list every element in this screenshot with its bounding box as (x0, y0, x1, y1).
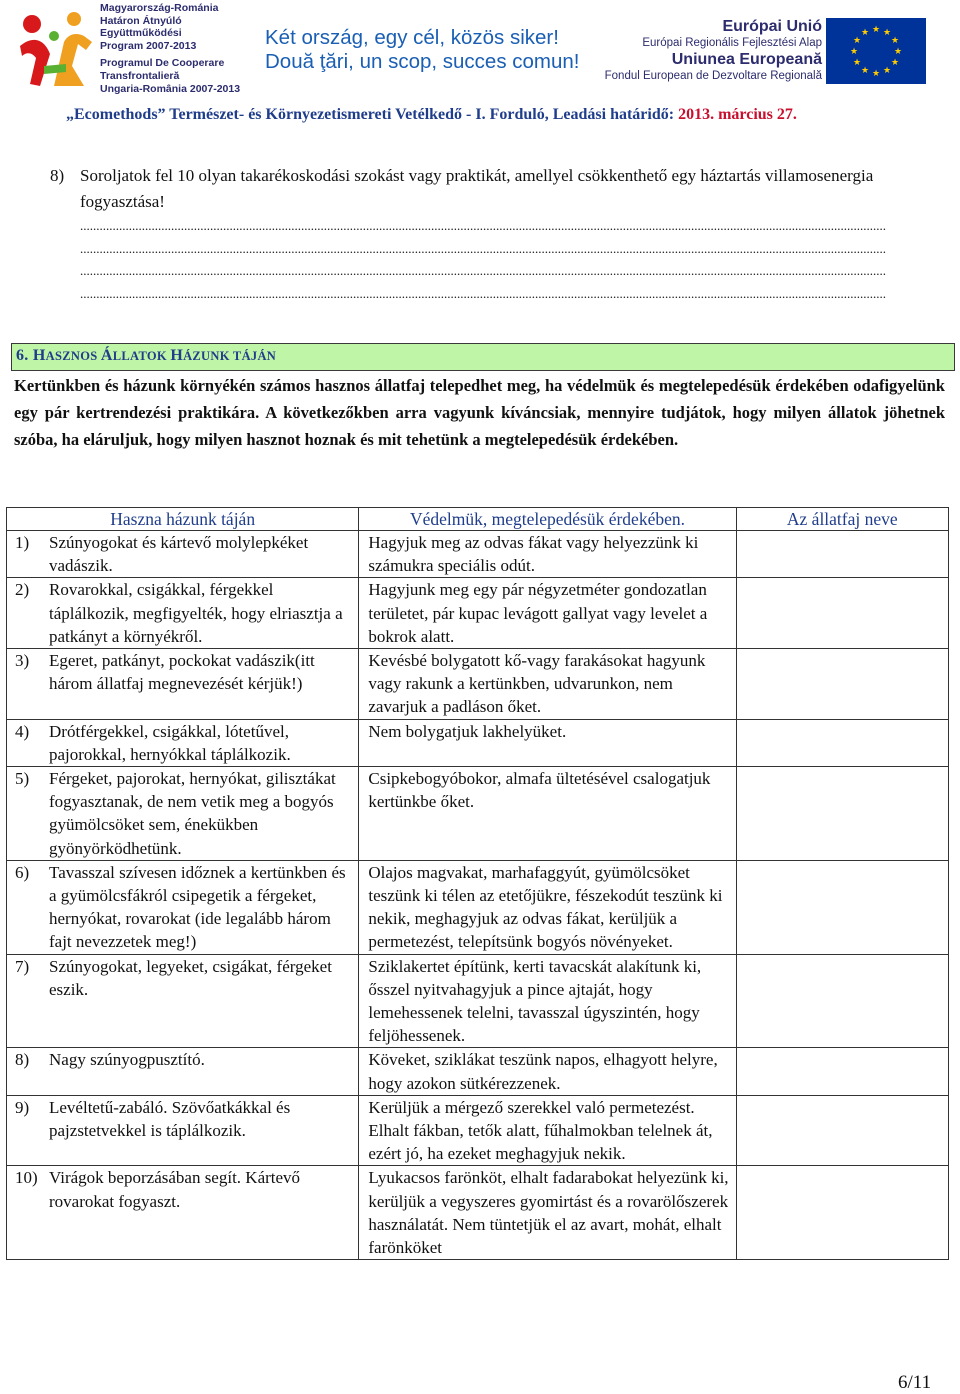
column-header-species: Az állatfaj neve (736, 508, 948, 531)
table-row (7, 1048, 949, 1095)
row-number: 5) (15, 769, 30, 789)
svg-text:★: ★ (871, 25, 881, 35)
protection-cell (359, 1048, 736, 1095)
svg-text:★: ★ (860, 28, 870, 38)
benefit-cell (7, 860, 359, 954)
svg-text:★: ★ (860, 66, 870, 76)
protection-cell (359, 954, 736, 1048)
table-row (7, 719, 949, 766)
title-part: ASZNOS (45, 349, 101, 363)
svg-text:★: ★ (852, 36, 862, 46)
question-8 (50, 163, 945, 305)
eu-title-ro: Uniunea Europeană (671, 51, 822, 68)
title-initial: H (170, 347, 184, 364)
table-row (7, 531, 949, 578)
table-row (7, 767, 949, 861)
svg-text:★: ★ (893, 47, 903, 57)
species-answer-cell[interactable] (736, 578, 948, 649)
section-title (16, 347, 276, 365)
species-answer-cell[interactable] (736, 860, 948, 954)
program-logo-icon (14, 6, 96, 90)
species-answer-cell[interactable] (736, 1166, 948, 1260)
benefit-text: Virágok beporzásában segít. Kártevő rovarokat fogyaszt. (49, 1168, 301, 1211)
benefit-text: Férgeket, pajorokat, hernyókat, gilisztákat fogyasztanak, de nem vetik meg a bogyós gyümölcsöket sem, énekükben gyönyörködhetünk. (49, 769, 336, 858)
animals-table (6, 507, 949, 1260)
protection-text: Köveket, sziklákat teszünk napos, elhagyott helyre, hogy azokon sütkérezzenek. (368, 1050, 718, 1093)
row-number: 7) (15, 956, 30, 976)
protection-text: Csipkebogyóbokor, almafa ültetésével csalogatjuk kertünkbe őket. (368, 769, 711, 812)
protection-text: Kerüljük a mérgező szerekkel való permetezést. Elhalt fákban, tetők alatt, fűhalmokban telelnek át, ezért jó, ha ezeket meghagyjuk nekik. (368, 1097, 713, 1164)
protection-cell (359, 649, 736, 720)
section-intro: Kertünkben és házunk környékén számos hasznos állatfaj telepedhet meg, ha védelmük és megtelepedésük érdekében odafigyelünk egy pár kertrendezési praktikára. A következőkben arra vagyunk kíváncsiak, mennyire tudjátok, hogy milyen állatok jöhetnek szóba, ha eláruljuk, hogy milyen hasznot hoznak és mit tehetünk a megtelepedésük érdekében. (14, 376, 945, 449)
row-number: 8) (15, 1050, 30, 1070)
table-row (7, 954, 949, 1048)
eu-fund-ro: Fondul European de Dezvoltare Regională (604, 70, 822, 82)
benefit-text: Szúnyogokat, legyeket, csigákat, férgeket eszik. (49, 956, 332, 999)
table-row (7, 649, 949, 720)
eu-funding-text (592, 18, 822, 84)
protection-text: Hagyjuk meg az odvas fákat vagy helyezzünk ki számukra speciális odút. (368, 533, 699, 576)
row-number: 4) (15, 721, 30, 741)
row-number: 10) (15, 1168, 38, 1188)
table-row (7, 1095, 949, 1166)
svg-text:★: ★ (890, 58, 900, 68)
table-row (7, 578, 949, 649)
page-number: 6/11 (898, 1372, 932, 1393)
protection-text: Kevésbé bolygatott kő-vagy farakásokat hagyunk vagy rakunk a kertünkben, udvarunkon, nem zavarjuk a padláson őket. (368, 651, 706, 717)
benefit-text: Drótférgekkel, csigákkal, lótetűvel, pajorokkal, hernyókkal táplálkozik. (49, 721, 291, 764)
section-number: 6. (16, 347, 29, 364)
program-line-ro-1: Programul De Cooperare (100, 57, 225, 70)
svg-text:★: ★ (852, 58, 862, 68)
answer-line[interactable]: ........................................................................................................................................................................................................................................................ (80, 263, 886, 278)
species-answer-cell[interactable] (736, 767, 948, 861)
table-header-row (7, 508, 949, 531)
protection-cell (359, 860, 736, 954)
benefit-cell (7, 767, 359, 861)
contest-subtitle (66, 106, 926, 124)
answer-line[interactable]: ........................................................................................................................................................................................................................................................ (80, 240, 886, 256)
benefit-cell (7, 954, 359, 1048)
protection-cell (359, 1095, 736, 1166)
protection-cell (359, 531, 736, 578)
benefit-cell (7, 649, 359, 720)
species-answer-cell[interactable] (736, 531, 948, 578)
benefit-cell (7, 1048, 359, 1095)
column-header-benefit: Haszna házunk táján (7, 508, 359, 531)
species-answer-cell[interactable] (736, 1048, 948, 1095)
program-line-ro-2: Transfrontalieră (100, 69, 180, 82)
title-part: LLATOK (112, 349, 171, 363)
species-answer-cell[interactable] (736, 1095, 948, 1166)
answer-line[interactable]: ........................................................................................................................................................................................................................................................ (80, 218, 886, 233)
question-text: Soroljatok fel 10 olyan takarékoskodási szokást vagy praktikát, amellyel csökkenthető egy háztartás villamosenergia fogyasztása! (80, 166, 874, 211)
svg-text:★: ★ (882, 28, 892, 38)
slogan (265, 26, 580, 74)
row-number: 6) (15, 862, 30, 882)
deadline-date: 2013. március 27. (678, 106, 797, 123)
title-initial: H (32, 347, 46, 364)
row-number: 2) (15, 580, 30, 600)
protection-cell (359, 767, 736, 861)
species-answer-cell[interactable] (736, 649, 948, 720)
slogan-hu: Két ország, egy cél, közös siker! (265, 26, 559, 49)
eu-flag-icon (826, 18, 926, 84)
svg-text:★: ★ (890, 36, 900, 46)
answer-line[interactable]: ........................................................................................................................................................................................................................................................ (80, 285, 886, 301)
benefit-text: Egeret, patkányt, pockokat vadászik(itt három állatfaj megnevezését kérjük!) (49, 651, 315, 694)
benefit-text: Levéltetű-zabáló. Szövőatkákkal és pajzstetvekkel is táplálkozik. (49, 1097, 291, 1141)
benefit-cell (7, 1166, 359, 1260)
title-initial: Á (100, 347, 113, 364)
protection-cell (359, 1166, 736, 1260)
protection-text: Olajos magvakat, marhafaggyút, gyümölcsöket teszünk ki télen az etetőjükre, fészekodút teszünk ki nekik, meghagyjuk az odvas fákat, kerüljük a permetezést, telepítsünk bogyós növényeket. (368, 862, 723, 952)
program-name (100, 2, 260, 95)
eu-fund-hu: Európai Regionális Fejlesztési Alap (642, 37, 822, 49)
benefit-text: Nagy szúnyogpusztító. (49, 1050, 205, 1070)
question-number: 8) (50, 166, 65, 185)
protection-text: Sziklakertet építünk, kerti tavacskát alakítunk ki, ősszel nyitvahagyjuk a pince ajtaját, hogy lemehessenek telelni, tavasszal úgyszintén, hogy feljöhessenek. (368, 956, 702, 1046)
species-answer-cell[interactable] (736, 719, 948, 766)
program-line-ro-3: Ungaria-România 2007-2013 (100, 82, 241, 95)
eu-title-hu: Európai Unió (722, 18, 822, 35)
program-line-hu-3: Program 2007-2013 (100, 39, 197, 52)
benefit-cell (7, 578, 359, 649)
subtitle-main: „Ecomethods” Természet- és Környezetismereti Vetélkedő - I. Forduló, Leadási határidő: (66, 106, 679, 123)
protection-cell (359, 578, 736, 649)
svg-text:★: ★ (871, 69, 881, 79)
page-header (0, 0, 960, 100)
benefit-text: Szúnyogokat és kártevő molylepkéket vadászik. (49, 533, 309, 576)
table-row (7, 860, 949, 954)
protection-cell (359, 719, 736, 766)
protection-text: Nem bolygatjuk lakhelyüket. (368, 721, 567, 741)
benefit-cell (7, 1095, 359, 1166)
row-number: 9) (15, 1097, 30, 1117)
program-line-hu-1: Magyarország-Románia (100, 2, 219, 14)
benefit-text: Rovarokkal, csigákkal, férgekkel táplálkozik, megfigyelték, hogy elriasztja a patkányt a környékről. (49, 580, 343, 646)
program-line-hu-2: Határon Átnyúló Együttműködési (100, 14, 182, 40)
species-answer-cell[interactable] (736, 954, 948, 1048)
svg-text:★: ★ (882, 66, 892, 76)
table-row (7, 1166, 949, 1260)
row-number: 3) (15, 651, 30, 671)
benefit-text: Tavasszal szívesen időznek a kertünkben és a gyümölcsfákról csipegetik a férgeket, hernyókat, rovarokat (ide legalább három fajt nevezzetek meg!) (49, 862, 346, 952)
benefit-cell (7, 719, 359, 766)
benefit-cell (7, 531, 359, 578)
row-number: 1) (15, 533, 30, 552)
title-part: ÁZUNK TÁJÁN (183, 349, 277, 363)
protection-text: Lyukacsos farönköt, elhalt fadarabokat helyezünk ki, kerüljük a vegyszeres gyomirtást és a rovarölőszerek használatát. Nem tüntetjük el az avart, mohát, elhalt farönköket (368, 1168, 729, 1258)
column-header-protection: Védelmük, megtelepedésük érdekében. (359, 508, 736, 531)
protection-text: Hagyjunk meg egy pár négyzetméter gondozatlan területet, pár kupac levágott gallyat vagy levelet a bokrok alatt. (368, 580, 708, 646)
slogan-ro: Două ţări, un scop, succes comun! (265, 50, 580, 73)
svg-text:★: ★ (849, 47, 859, 57)
